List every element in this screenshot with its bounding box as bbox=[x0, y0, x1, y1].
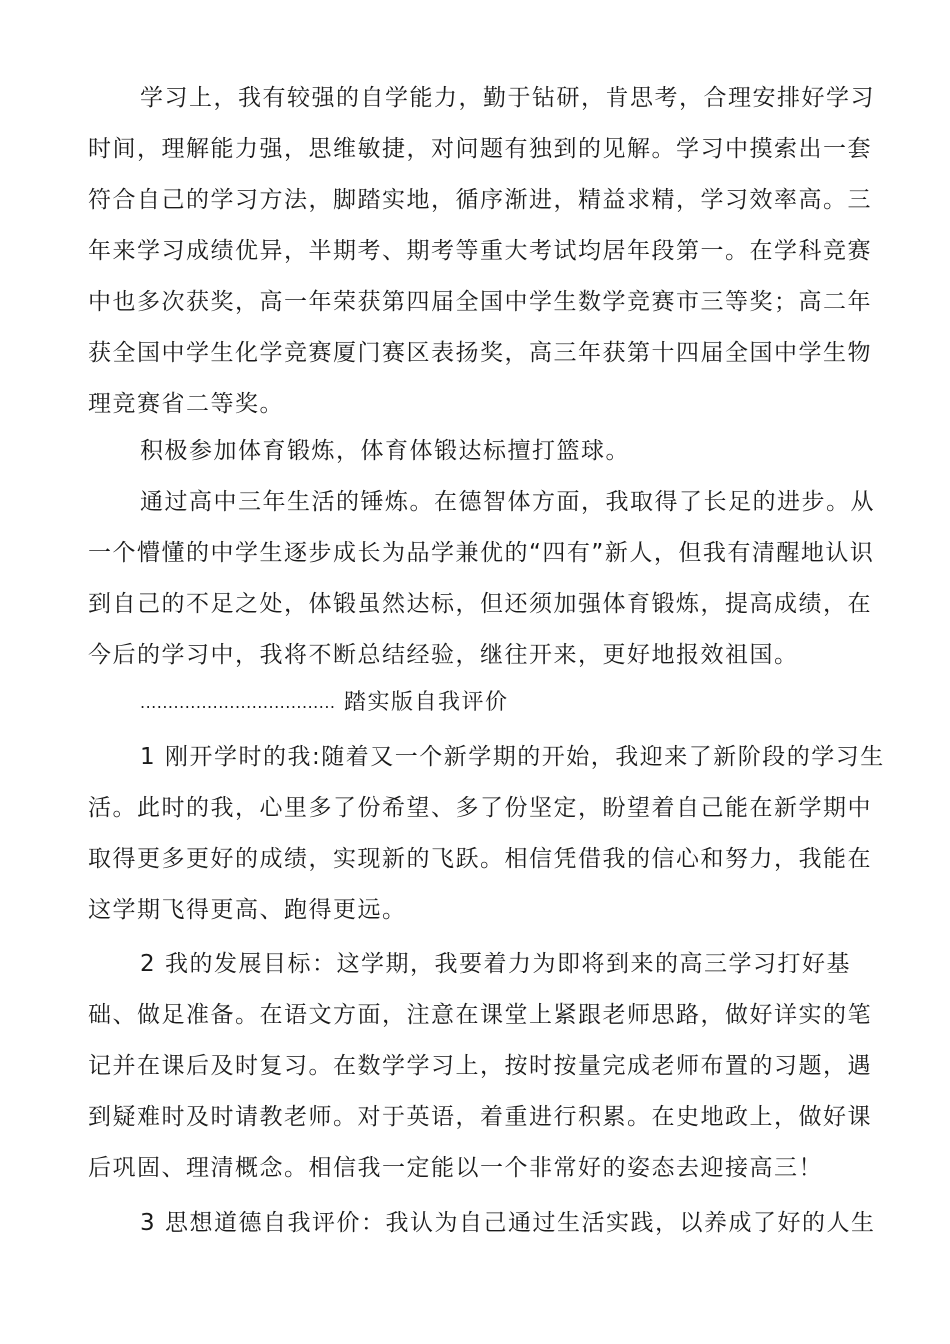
paragraph-3-line-2: 一个懵懂的中学生逐步成长为品学兼优的“四有”新人，但我有清醒地认识 bbox=[88, 540, 875, 566]
paragraph-1-line-7: 理竞赛省二等奖。 bbox=[88, 391, 284, 417]
paragraph-1-line-5: 中也多次获奖，高一年荣获第四届全国中学生数学竞赛市三等奖；高二年 bbox=[88, 289, 872, 315]
section-1-line-3: 取得更多更好的成绩，实现新的飞跃。相信凭借我的信心和努力，我能在 bbox=[88, 846, 872, 872]
section-heading bbox=[140, 688, 509, 718]
section-2-line-2: 础、做足准备。在语文方面，注意在课堂上紧跟老师思路，做好详实的笔 bbox=[88, 1002, 872, 1028]
paragraph-1-line-6: 获全国中学生化学竞赛厦门赛区表扬奖，高三年获第十四届全国中学生物 bbox=[88, 340, 872, 366]
paragraph-3-line-4: 今后的学习中，我将不断总结经验，继往开来，更好地报效祖国。 bbox=[88, 642, 799, 668]
section-3-line-1: 3 思想道德自我评价：我认为自己通过生活实践，以养成了好的人生 bbox=[140, 1210, 876, 1236]
paragraph-2-line-1: 积极参加体育锻炼，体育体锻达标擅打篮球。 bbox=[140, 438, 630, 464]
section-2-line-3: 记并在课后及时复习。在数学学习上，按时按量完成老师布置的习题，遇 bbox=[88, 1053, 872, 1079]
section-2-line-5: 后巩固、理清概念。相信我一定能以一个非常好的姿态去迎接高三！ bbox=[88, 1155, 823, 1181]
paragraph-3-line-1: 通过高中三年生活的锤炼。在德智体方面，我取得了长足的进步。从 bbox=[140, 489, 875, 515]
section-1-line-1: 1 刚开学时的我:随着又一个新学期的开始，我迎来了新阶段的学习生 bbox=[140, 744, 885, 770]
paragraph-1-line-4: 年来学习成绩优异，半期考、期考等重大考试均居年段第一。在学科竞赛 bbox=[88, 238, 872, 264]
section-2-line-4: 到疑难时及时请教老师。对于英语，着重进行积累。在史地政上，做好课 bbox=[88, 1104, 872, 1130]
paragraph-1-line-1: 学习上，我有较强的自学能力，勤于钻研，肯思考，合理安排好学习 bbox=[140, 85, 875, 111]
section-1-line-2: 活。此时的我，心里多了份希望、多了份坚定，盼望着自己能在新学期中 bbox=[88, 795, 872, 821]
paragraph-1-line-3: 符合自己的学习方法，脚踏实地，循序渐进，精益求精，学习效率高。三 bbox=[88, 187, 872, 213]
heading-leader-dots: ................................... bbox=[140, 693, 336, 712]
section-2-line-1: 2 我的发展目标：这学期，我要着力为即将到来的高三学习打好基 bbox=[140, 951, 851, 977]
paragraph-3-line-3: 到自己的不足之处，体锻虽然达标，但还须加强体育锻炼，提高成绩，在 bbox=[88, 591, 872, 617]
section-heading-title: 踏实版自我评价 bbox=[344, 690, 509, 715]
section-1-line-4: 这学期飞得更高、跑得更远。 bbox=[88, 897, 407, 923]
paragraph-1-line-2: 时间，理解能力强，思维敏捷，对问题有独到的见解。学习中摸索出一套 bbox=[88, 136, 872, 162]
